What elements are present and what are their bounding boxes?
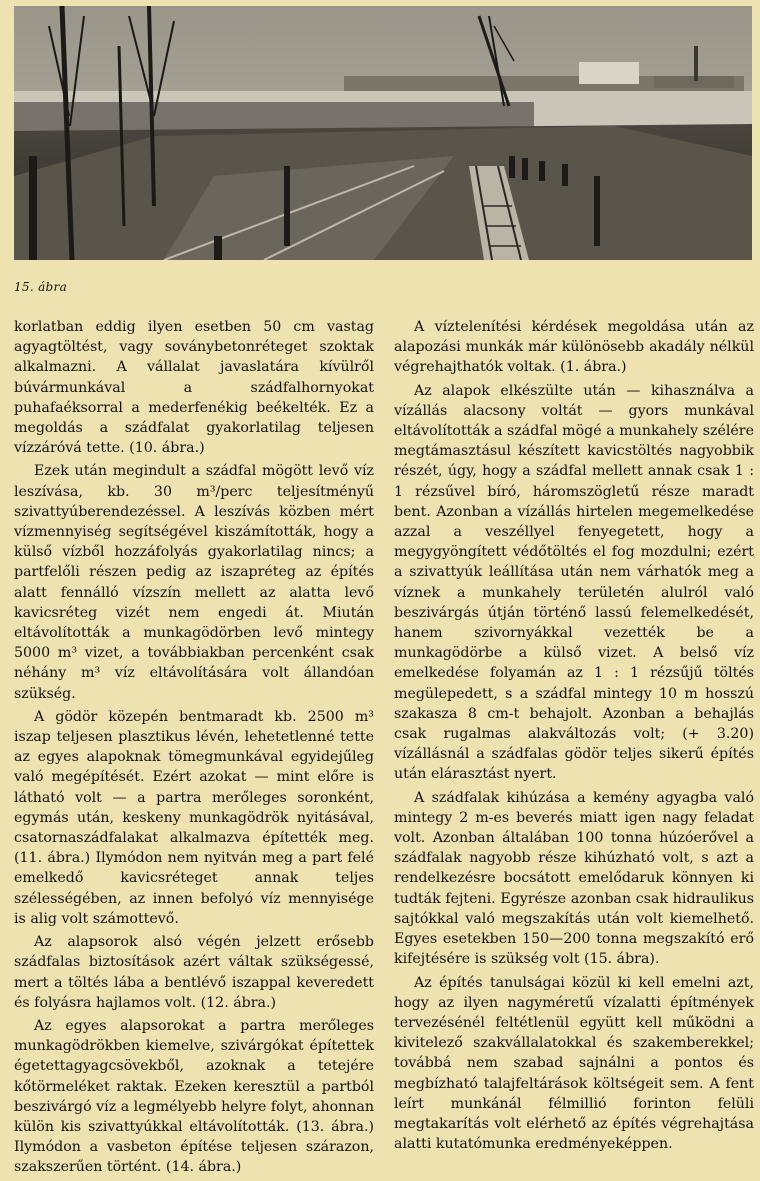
paragraph: Az alapsorok alsó végén jelzett erősebb szádfalas biztosítások azért váltak szükségessé, mert a töltés lába a bentlévő iszappal keveredett és folyásra hajlamos volt. (12. ábra.) [14, 934, 374, 1011]
right-column [394, 317, 754, 1157]
paragraph: Az alapok elkészülte után — kihasználva a vízállás alacsony voltát — gyors munkával eltávolították a szádfal mögé a munkahely szélére megtámasztásul készített kavicstöltés nagyobbik részét, úgy, hogy a szádfal mellett annak csak 1 : 1 rézsűvel bíró, háromszögletű része maradt bent. Azonban a vízállás hirtelen megemelkedése azzal a veszéllyel fenyegetett, hogy a megygyöngített védőtöltés el fog mozdulni; ezért a szivattyúk leállítása után nem várhatók meg a víznek a munkahely területén alulról való beszivárgás útján történő lassú felemelkedését, hanem szivornyákkal vezették be a munkagödörbe a külső vizet. A belső víz emelkedése folyamán az 1 : 1 rézsűjű töltés megülepedett, s a szádfal mintegy 10 m hosszú szakasza 8 cm-t behajolt. Azonban a behajlás csak rugalmas alakváltozás volt; (+ 3.20) vízállásnál a szádfalas gödör teljes sikerű építés után elárasztást nyert. [394, 382, 754, 783]
left-column [14, 317, 374, 1181]
paragraph: Ezek után megindult a szádfal mögött levő víz leszívása, kb. 30 m³/perc teljesítményű szivattyúberendezéssel. A leszívás közben mért vízmennyiség segítségével kiszámították, hogy a külső vízből hozzáfolyás gyakorlatilag nincs; a partfelőli részen pedig az iszapréteg az építés alatt fennálló vízszín mellett az alatta levő kavicsréteg vizét nem engedi át. Miután eltávolították a munkagödörben levő mintegy 5000 m³ vizet, a továbbiakban percenként csak néhány m³ víz eltávolítására volt állandóan szükség. [14, 463, 374, 702]
figure-caption: 15. ábra [14, 280, 68, 294]
construction-site-photo [14, 6, 752, 260]
paragraph: Az építés tanulságai közül ki kell emelni azt, hogy az ilyen nagyméretű vízalatti építmények tervezésénél feltétlenül együtt kell működni a kivitelező szakvállalatokkal és szakemberekkel; továbbá nem szabad sajnálni a pontos és megbízható talajfeltárások költségeit sem. A fent leírt munkánál félmillió forinton felüli megtakarítás volt elérhető az építés végrehajtása alatti kutatómunka eredményeképpen. [394, 974, 754, 1153]
paragraph: A szádfalak kihúzása a kemény agyagba való mintegy 2 m-es beverés miatt igen nagy feladat volt. Azonban általában 100 tonna húzóerővel a szádfalak nagyobb része kihúzható volt, s azt a rendelkezésre bocsátott emelődaruk könnyen ki tudták fejteni. Egyrésze azonban csak hidraulikus sajtókkal való megszakítás után volt kiemelhető. Egyes esetekben 150—200 tonna megszakító erő kifejtésére is szükség volt (15. ábra). [394, 789, 754, 968]
paragraph: Az egyes alapsorokat a partra merőleges munkagödrökben kiemelve, szivárgókat építettek égetettagyagcsövekből, azoknak a tetejére kőtörmeléket raktak. Ezeken keresztül a partból beszivárgó víz a legmélyebb helyre folyt, ahonnan külön kis szivattyúkkal eltávolították. (13. ábra.) Ilymódon a vasbeton építése teljesen szárazon, szakszerűen történt. (14. ábra.) [14, 1017, 375, 1176]
paragraph: korlatban eddig ilyen esetben 50 cm vastag agyagtöltést, vagy soványbetonréteget szoktak alkalmazni. A vállalat javaslatára kívülről búvármunkával a szádfalhornyokat puhafaéksorral a mederfenékig beékelték. Ez a megoldás a szádfalat gyakorlatilag teljesen vízzáróvá tette. (10. ábra.) [14, 319, 374, 457]
paragraph: A gödör közepén bentmaradt kb. 2500 m³ iszap teljesen plasztikus lévén, lehetetlenné tette az egyes alapoknak tömegmunkával egyidejűleg való megépítését. Ezért azokat — mint előre is látható volt — a partra merőleges soronként, egymás után, keskeny munkagödrök nyitásával, csatornaszádfalakat alkalmazva építették meg. (11. ábra.) Ilymódon nem nyitván meg a part felé emelkedő kavicsréteget annak teljes szélességében, az innen befolyó víz mennyisége is alig volt számottevő. [14, 708, 374, 927]
paragraph: A víztelenítési kérdések megoldása után az alapozási munkák már különösebb akadály nélkül végrehajthatók voltak. (1. ábra.) [394, 319, 754, 376]
